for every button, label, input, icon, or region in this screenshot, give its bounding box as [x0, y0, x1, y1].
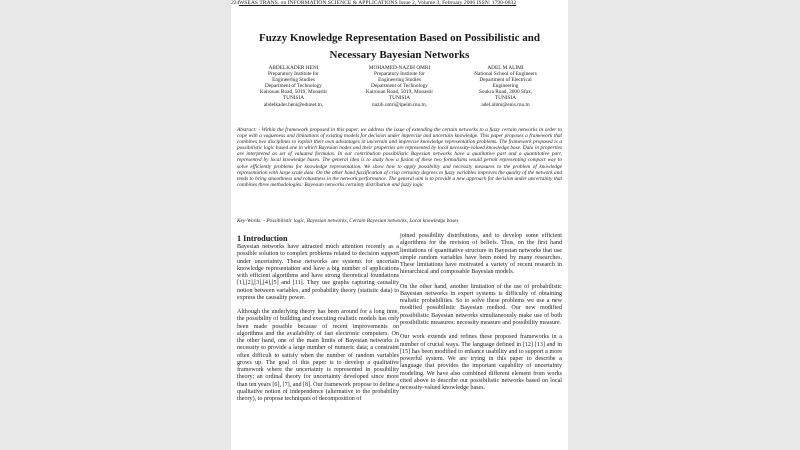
author-country: TUNISIA	[282, 95, 305, 102]
author-1	[241, 65, 346, 108]
paragraph: On the other hand, another limitation of the use of probabilistic Bayesian networks in expert systems is difficulty of obtaining realistic probabilities. So to solve these problems we use a new modified possibilistic Bayesian method. Our new modified possibilistic Bayesian networks simultaneously make use of both possibilistic measures: necessity measure and possibility measure.	[400, 283, 562, 326]
author-2	[347, 65, 452, 108]
paragraph: joined possibility distributions, and to develop some efficient algorithms for the revision of beliefs. Thus, on the first hand limitations of quantitative structure in Bayesian networks that use simple random variables have been noted by many researches. These limitations have motivated a variety of recent research in hierarchical and composable Bayesian models.	[400, 233, 562, 276]
author-country: TUNISIA	[388, 95, 411, 102]
keywords: Key-Words: - Possibilistic logic, Bayesian networks, Certain Bayesian networks, Local knowledge bases	[237, 218, 459, 224]
journal-info: WSEAS TRANS. on INFORMATION SCIENCE & APPLICATIONS Issue 2, Volume 3, February 2006 ISSN: 1790-0832	[239, 0, 517, 6]
author-name: ABDELKADER HENI	[268, 65, 319, 71]
author-name: MOHAMED-NAZIH OMRI	[368, 65, 431, 71]
page-number: 224	[231, 0, 240, 6]
author-affiliation: Preparatory Institute for	[268, 71, 319, 78]
title-line-2: Necessary Bayesian Networks	[329, 48, 470, 61]
author-email: nazih.omri@ipeim.rnu.tn,	[372, 101, 427, 108]
paragraph: Bayesian networks have attracted much attention recently as a possible solution to complex problems related to decision support under uncertainty. These networks are systems for uncertain knowledge representation and have a big number of applications with efficient algorithms and have strong theoretical foundations [1],[2],[3],[4],[5] and [11]. They use graphs capturing causality notion between variables, and probability theory (statistic data) to express the causality power.	[237, 244, 399, 301]
paper-page	[231, 0, 568, 450]
author-affiliation: Engineering Studies	[272, 77, 315, 84]
author-block	[241, 65, 558, 108]
author-3	[453, 65, 558, 108]
author-affiliation: Engineering	[492, 83, 519, 90]
author-address: Kairouan Road, 5019, Monastir	[365, 89, 434, 96]
running-head	[231, 0, 568, 9]
author-affiliation: Department of Electrical	[479, 77, 532, 84]
author-email: adel.alimi@enis.rnu.tn	[481, 101, 530, 108]
title-line-1: Fuzzy Knowledge Representation Based on Possibilistic and	[259, 32, 540, 44]
author-affiliation: Engineering Studies	[378, 77, 421, 84]
paragraph: Our work extends and refines these proposed frameworks in a number of crucial ways. The language defined in [12] [13] and in [15] has been modified to enhance usability and to support a more powerful system. We are trying in this paper to describe a language that provides the important capability of uncertainty modeling. We have also combined different element from works cited above to describe our possibilistic networks based on local necessity-valued knowledge bases.	[400, 334, 562, 392]
section-heading: 1 Introduction	[237, 234, 288, 243]
author-address: Soukra Road, 3000 Sfax,	[478, 89, 533, 96]
paragraph: Although the underlying theory has been around for a long time, the possibility of building and executing realistic models has only been made possible because of recent improvements on algorithms and the availability of fast electronic computers. On the other hand, one of the main limits of Bayesian networks is necessity to provide a large number of numeric data; a constraint often difficult to satisfy when the number of random variables grows up. The goal of this paper is to develop a qualitative framework where the uncertainty is represented in possibility theory; an ordinal theory for uncertainty developed since more than ten years [6], [7], and [8]. Our framework propose to define a qualitative notion of independence (alternative to the probability theory), to propose techniques of decomposition of	[237, 309, 399, 403]
right-column	[400, 233, 562, 400]
author-name: ADEL M ALIMI	[487, 65, 524, 71]
paper-title	[231, 30, 568, 63]
author-affiliation: National School of Engineers	[474, 71, 537, 78]
author-country: TUNISIA	[494, 95, 517, 102]
author-address: Kairouan Road, 5019, Monastir	[259, 89, 328, 96]
author-affiliation: Preparatory Institute for	[374, 71, 425, 78]
author-affiliation: Department of Technology	[265, 83, 322, 90]
left-column	[237, 234, 399, 411]
author-email: abdelkader.heni@edunet.tn,	[263, 101, 324, 108]
abstract: Abstract: - Within the framework proposed in this paper, we address the issue of extending the certain networks to a fuzzy certain networks in order to cope with a vagueness and limitations of existing models for decision under imprecise and uncertain knowledge. This paper proposes a framework that combines two disciplines to exploit their own advantages in uncertain and imprecise knowledge representation problems. The framework proposed is a possibilistic logic based one in which Bayesian nodes and their properties are represented by local necessity-valued knowledge base. Data in properties are interpreted as set of valuated formulas. In our contribution possibilistic Bayesian networks have a qualitative part and a quantitative part, represented by local knowledge bases. The general idea is to study how a fusion of these two formalisms would permit representing compact way to solve efficiently problems for knowledge representation. We show how to apply possibility and necessity measures to the problem of knowledge representation with large scale data. On the other hand fuzzification of crisp certainty degrees to fuzzy variables improves the quality of the network and tends to bring smoothness and robustness in the network performance. The general aim is to provide a new approach for decision under uncertainty that combines three methodologies: Bayesian networks certainty distribution and fuzzy logic	[237, 127, 562, 188]
author-affiliation: Department of Technology	[371, 83, 428, 90]
